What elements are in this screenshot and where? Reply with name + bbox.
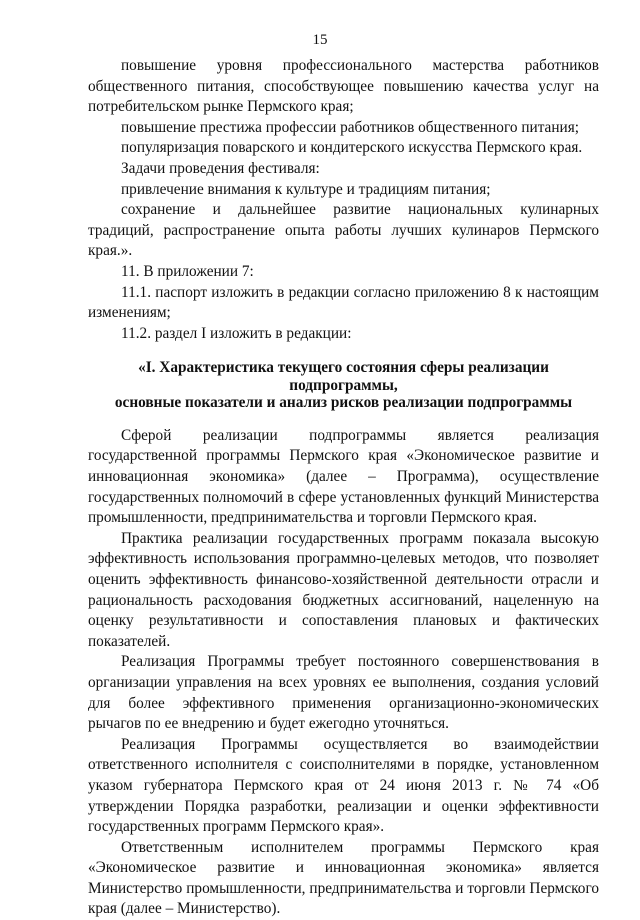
document-body [88,56,599,920]
paragraph: повышение престижа профессии работников общественного питания; [121,118,580,136]
paragraph: Сферой реализации подпрограммы является реализация государственной программы Пермского края «Экономическое развитие и инновационная экономика» (далее – Программа), осуществление государственных полномочий в сфере установленных функций Министерства промышленности, предпринимательства и торговли Пермского края. [88,426,599,527]
paragraph: привлечение внимания к культуре и традициям питания; [121,180,491,198]
paragraph: Практика реализации государственных программ показала высокую эффективность использования программно-целевых методов, что позволяет оценить эффективность финансово-хозяйственной деятельности отрасли и рациональность расходования бюджетных ассигнований, нацеленную на оценку результативности и сопоставления плановых и фактических показателей. [88,529,599,650]
section-heading-line: «I. Характеристика текущего состояния сферы реализации подпрограммы, [138,359,549,394]
paragraph: Реализация Программы требует постоянного совершенствования в организации управления на всех уровнях ее выполнения, создания условий для более эффективного применения организационно-экономических рычагов по ее внедрению и будет ежегодно уточняться. [88,653,599,733]
paragraph: Ответственным исполнителем программы Пермского края «Экономическое развитие и инновационная экономика» является Министерство промышленности, предпринимательства и торговли Пермского края (далее – Министерство). [88,838,599,918]
paragraph: Задачи проведения фестиваля: [121,159,320,177]
paragraph: сохранение и дальнейшее развитие национальных кулинарных традиций, распространение опыта работы лучших кулинаров Пермского края.». [88,201,599,260]
paragraph: 11.2. раздел I изложить в редакции: [121,324,352,342]
paragraph: Реализация Программы осуществляется во взаимодействии ответственного исполнителя с соисполнителями в порядке, установленном указом губернатора Пермского края от 24 июня 2013 г. № 74 «Об утверждении Порядка разработки, реализации и оценки эффективности государственных программ Пермского края». [88,735,599,836]
page-number: 15 [312,32,328,48]
paragraph: 11.1. паспорт изложить в редакции согласно приложению 8 к настоящим изменениям; [88,283,599,322]
section-heading-line: основные показатели и анализ рисков реализации подпрограммы [114,394,573,412]
paragraph: 11. В приложении 7: [121,262,254,280]
paragraph: повышение уровня профессионального мастерства работников общественного питания, способствующее повышению качества услуг на потребительском рынке Пермского края; [88,57,599,116]
paragraph: популяризация поварского и кондитерского искусства Пермского края. [121,139,583,157]
section-heading [88,359,599,412]
